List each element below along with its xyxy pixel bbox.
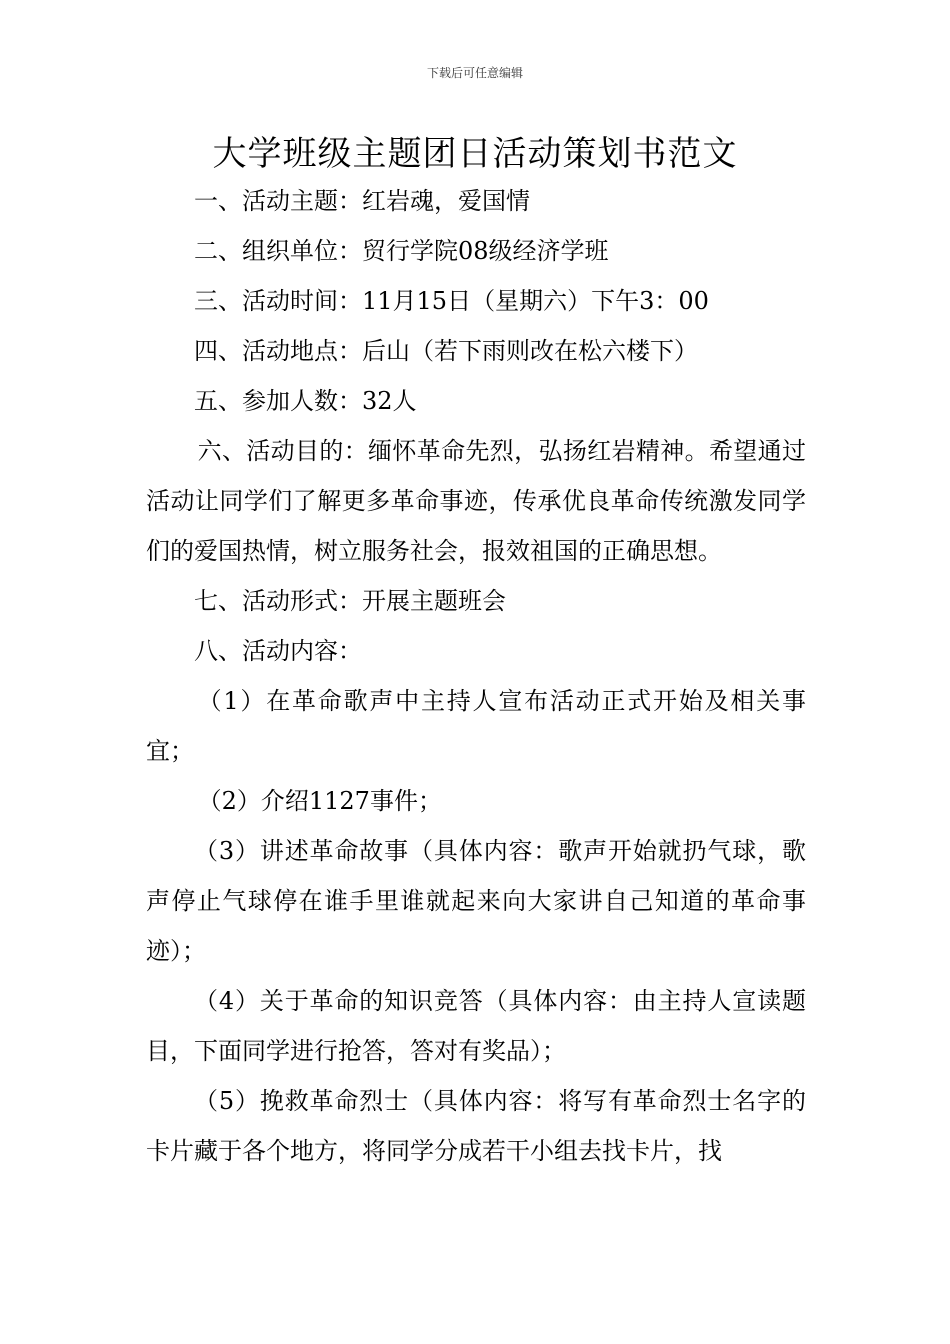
header-note: 下载后可任意编辑 [426, 66, 523, 80]
list-item-1: （1）在革命歌声中主持人宣布活动正式开始及相关事宜； [146, 687, 806, 765]
paragraph-participants: 五、参加人数：32人 [194, 387, 417, 415]
paragraph-format: 七、活动形式：开展主题班会 [194, 587, 506, 615]
document-body [146, 176, 806, 1176]
paragraph-time: 三、活动时间：11月15日（星期六）下午3：00 [194, 287, 709, 315]
list-item-4: （4）关于革命的知识竞答（具体内容：由主持人宣读题目，下面同学进行抢答，答对有奖品）； [146, 987, 806, 1065]
paragraph-location: 四、活动地点：后山（若下雨则改在松六楼下） [194, 337, 698, 365]
paragraph-theme: 一、活动主题：红岩魂，爱国情 [194, 187, 530, 215]
paragraph-organizer: 二、组织单位：贸行学院08级经济学班 [194, 237, 609, 265]
paragraph-content-heading: 八、活动内容： [194, 637, 362, 665]
list-item-5: （5）挽救革命烈士（具体内容：将写有革命烈士名字的卡片藏于各个地方，将同学分成若干小组去找卡片，找 [146, 1087, 806, 1165]
list-item-3: （3）讲述革命故事（具体内容：歌声开始就扔气球，歌声停止气球停在谁手里谁就起来向大家讲自己知道的革命事迹）； [146, 837, 806, 965]
list-item-2: （2）介绍1127事件； [197, 787, 442, 815]
document-title: 大学班级主题团日活动策划书范文 [212, 134, 738, 174]
paragraph-purpose: 六、活动目的：缅怀革命先烈，弘扬红岩精神。希望通过活动让同学们了解更多革命事迹，传承优良革命传统激发同学们的爱国热情，树立服务社会，报效祖国的正确思想。 [146, 437, 806, 565]
